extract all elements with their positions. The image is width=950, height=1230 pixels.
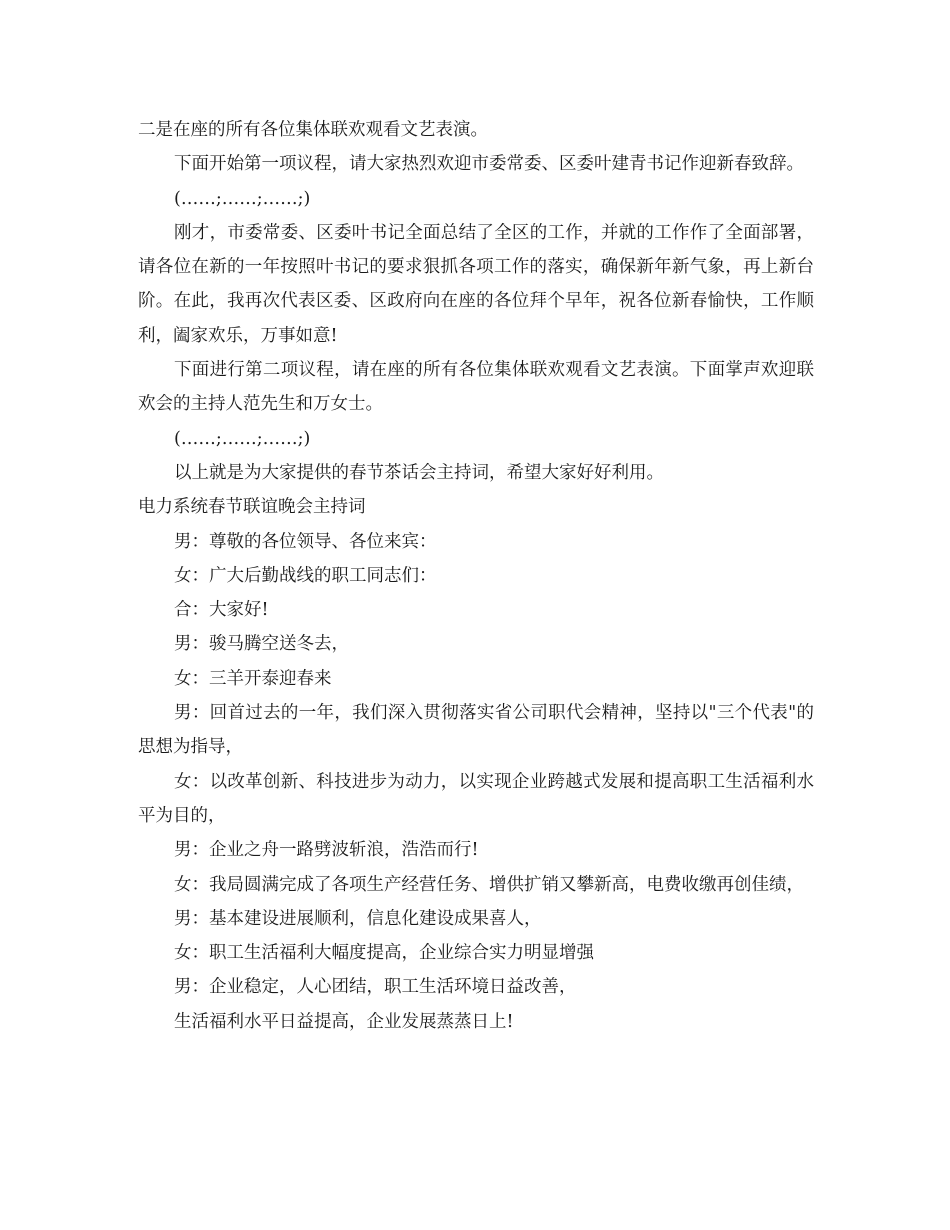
paragraph: (……;……;……;)	[174, 188, 311, 209]
dialogue-line: 女：我局圆满完成了各项生产经营任务、增供扩销又攀新高，电费收缴再创佳绩，	[174, 874, 804, 895]
dialogue-line: 男：骏马腾空送冬去，	[174, 634, 349, 655]
dialogue-line: 合：大家好!	[174, 600, 269, 621]
document-body	[138, 113, 814, 1039]
paragraph: 以上就是为大家提供的春节茶话会主持词，希望大家好好利用。	[174, 462, 664, 483]
paragraph: (……;……;……;)	[174, 428, 311, 449]
dialogue-line: 男：基本建设进展顺利，信息化建设成果喜人，	[174, 908, 542, 929]
dialogue-line: 女：以改革创新、科技进步为动力，以实现企业跨越式发展和提高职工生活福利水平为目的，	[138, 771, 814, 826]
dialogue-line: 女：广大后勤战线的职工同志们：	[174, 565, 437, 586]
dialogue-line: 女：职工生活福利大幅度提高，企业综合实力明显增强	[174, 943, 594, 964]
paragraph: 刚才，市委常委、区委叶书记全面总结了全区的工作，并就的工作作了全面部署，请各位在新的一年按照叶书记的要求狠抓各项工作的落实，确保新年新气象，再上新台阶。在此，我再次代表区委、区政府向在座的各位拜个早年，祝各位新春愉快，工作顺利，阖家欢乐，万事如意!	[138, 222, 814, 346]
dialogue-line: 生活福利水平日益提高，企业发展蒸蒸日上!	[174, 1011, 514, 1032]
dialogue-line: 男：尊敬的各位领导、各位来宾：	[174, 531, 437, 552]
dialogue-line: 男：回首过去的一年，我们深入贯彻落实省公司职代会精神，坚持以"三个代表"的思想为指导，	[138, 703, 814, 758]
section-heading: 电力系统春节联谊晚会主持词	[138, 497, 366, 518]
dialogue-line: 女：三羊开泰迎春来	[174, 668, 332, 689]
paragraph: 下面开始第一项议程，请大家热烈欢迎市委常委、区委叶建青书记作迎新春致辞。	[174, 154, 804, 175]
paragraph: 二是在座的所有各位集体联欢观看文艺表演。	[138, 120, 488, 140]
dialogue-line: 男：企业之舟一路劈波斩浪，浩浩而行!	[174, 840, 479, 861]
dialogue-line: 男：企业稳定，人心团结，职工生活环境日益改善，	[174, 977, 577, 998]
paragraph: 下面进行第二项议程，请在座的所有各位集体联欢观看文艺表演。下面掌声欢迎联欢会的主持人范先生和万女士。	[138, 360, 814, 415]
